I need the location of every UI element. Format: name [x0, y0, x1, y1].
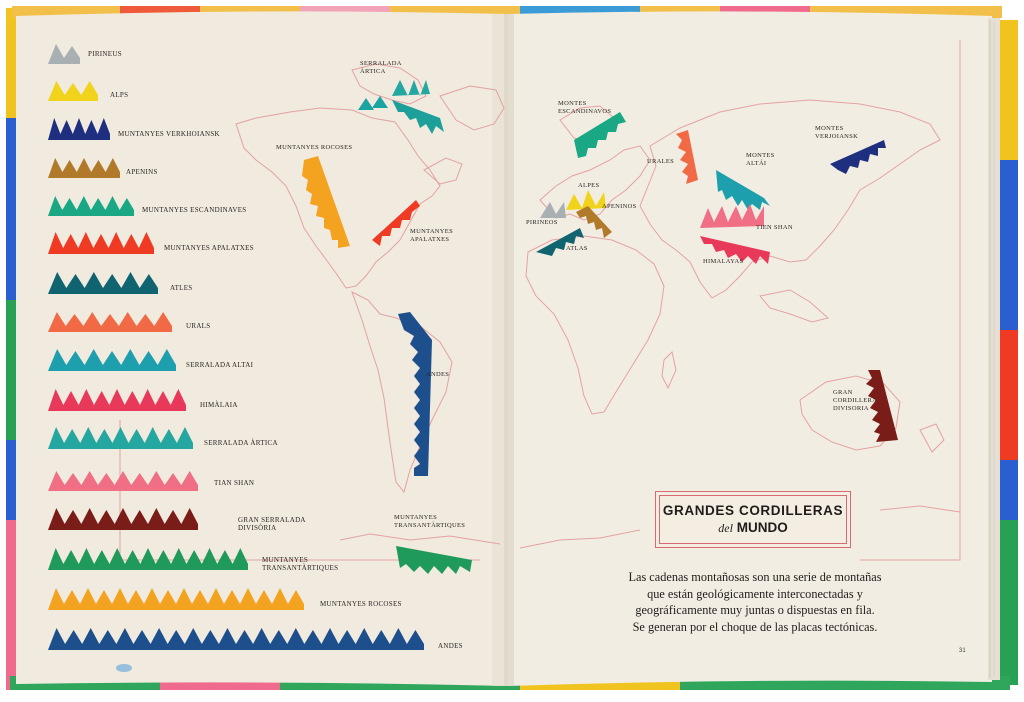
intro-line: Se generan por el choque de las placas tectónicas.	[632, 619, 878, 634]
map-label-alpes: ALPES	[578, 182, 600, 189]
range-label: TIAN SHAN	[214, 479, 255, 487]
intro-line: Las cadenas montañosas son una serie de montañas	[628, 570, 882, 584]
page-subtitle-rest: MUNDO	[736, 520, 788, 535]
range-label: ATLES	[170, 284, 193, 292]
map-label-artic: SERRALADA ÀRTICA	[360, 60, 402, 75]
range-label: MUNTANYES ROCOSES	[320, 600, 402, 608]
gutter-shadow	[492, 14, 514, 686]
range-label: ALPS	[110, 91, 129, 99]
range-label: PIRINEUS	[88, 50, 122, 58]
map-label-escandinaus: MONTES ESCANDINAVOS	[558, 100, 612, 115]
map-label-rocoses: MUNTANYES ROCOSES	[276, 144, 353, 151]
page-subtitle-italic: del	[718, 521, 733, 535]
range-stripe	[48, 81, 98, 101]
range-label: APENINS	[126, 168, 158, 176]
range-label: ANDES	[438, 642, 463, 650]
range-label: MUNTANYES TRANSANTÀRTIQUES	[262, 556, 339, 572]
range-label: URALS	[186, 322, 211, 330]
left-page	[16, 11, 508, 686]
page-title: GRANDES CORDILLERAS	[662, 503, 844, 518]
range-label: MUNTANYES ESCANDINAVES	[142, 206, 247, 214]
map-label-verjoiansk: MONTES VERJOIANSK	[815, 125, 859, 140]
map-label-transantartiques: MUNTANYES TRANSANTÀRTIQUES	[394, 514, 466, 529]
range-label: GRAN SERRALADA DIVISÒRIA	[238, 516, 306, 532]
page-number: 31	[959, 648, 966, 654]
map-label-altai: MONTES ALTÁI	[746, 152, 775, 167]
range-label: MUNTANYES APALATXES	[164, 244, 254, 252]
intro-line: que están geológicamente interconectadas y	[647, 586, 863, 601]
map-label-apalatxes: MUNTANYES APALATXES	[410, 228, 453, 243]
range-label: SERRALADA ÀRTICA	[204, 439, 278, 447]
map-label-himalayas: HIMALAYAS	[703, 258, 744, 265]
map-label-tianshan: TIEN SHAN	[756, 224, 793, 231]
range-label: MUNTANYES VERKHOIANSK	[118, 130, 220, 138]
map-label-atlas: ATLAS	[566, 245, 588, 252]
paint-smudge	[116, 664, 132, 672]
map-label-apeninos: APENINOS	[602, 203, 637, 210]
title-box	[655, 491, 851, 548]
map-label-urales: URALES	[647, 158, 675, 165]
intro-line: geográficamente muy juntas o dispuestas en fila.	[635, 603, 875, 617]
range-label: HIMÀLAIA	[200, 401, 238, 409]
map-label-pirineos: PIRINEOS	[526, 219, 558, 226]
page-subtitle	[656, 520, 850, 536]
intro-paragraph	[590, 569, 920, 635]
map-label-divisoria: GRAN CORDILLERA DIVISORIA	[833, 389, 878, 412]
map-label-andes: ANDES	[426, 371, 450, 378]
range-label: SERRALADA ALTAI	[186, 361, 254, 369]
